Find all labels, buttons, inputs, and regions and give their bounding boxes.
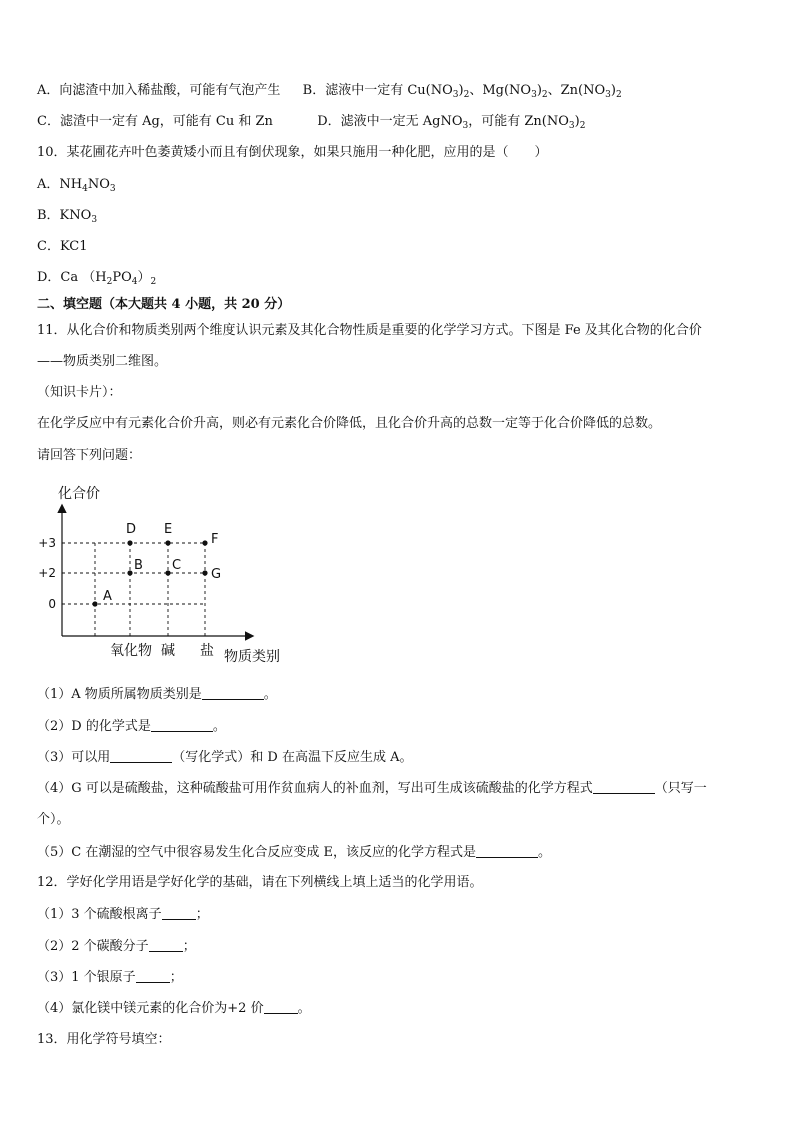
point-label: D [126, 522, 137, 537]
q11-prompt: 请回答下列问题： [37, 448, 142, 463]
x-categories [110, 642, 214, 659]
q10-option-c: C．KC1 [37, 239, 88, 254]
answer-blank[interactable] [149, 937, 183, 952]
q11-stem-line2: ——物质类别二维图。 [37, 354, 168, 369]
data-point [127, 540, 132, 545]
x-axis-label: 物质类别 [224, 649, 280, 665]
q11-sub1: （1）A 物质所属物质类别是 。 [37, 687, 277, 702]
q12-stem: 12．学好化学用语是学好化学的基础，请在下列横线上填上适当的化学用语。 [37, 875, 483, 890]
q10-option-b: B．$KNO_3$ [37, 208, 98, 225]
answer-blank[interactable] [476, 843, 538, 858]
data-point [165, 540, 170, 545]
answer-blank[interactable] [110, 748, 172, 763]
q11-sub4-line2: 个）。 [37, 812, 70, 827]
grid [62, 543, 205, 636]
point-label: C [172, 558, 182, 573]
point-label: E [164, 522, 173, 537]
y-ticks [38, 536, 56, 611]
q9-option-d: D．滤液中一定无 AgNO$_3$，可能有 $Zn(NO_3)_2$ [317, 114, 586, 131]
q12-item3: （3）1 个银原子 ； [37, 970, 183, 985]
data-point [92, 601, 97, 606]
q9-options-ab [37, 82, 622, 104]
answer-blank[interactable] [202, 685, 264, 700]
data-point [165, 570, 170, 575]
q9-option-c: C．滤渣中一定有 Ag，可能有 Cu 和 Zn [37, 114, 273, 129]
y-tick-label: +3 [38, 536, 56, 550]
answer-blank[interactable] [264, 999, 298, 1014]
point-label: G [211, 567, 222, 582]
q10-option-a: A．$NH_4NO_3$ [37, 177, 116, 194]
point-label: A [103, 589, 112, 604]
data-point [202, 540, 207, 545]
point-label: B [134, 558, 143, 573]
q10-stem: 10．某花圃花卉叶色萎黄矮小而且有倒伏现象，如果只施用一种化肥，应用的是（ ） [37, 145, 548, 160]
q13-stem: 13．用化学符号填空： [37, 1032, 171, 1047]
section-heading: 二、填空题（本大题共 4 小题，共 20 分） [37, 297, 291, 312]
q11-sub5: （5）C 在潮湿的空气中很容易发生化合反应变成 E，该反应的化学方程式是 。 [37, 845, 551, 860]
q9-options-cd [37, 113, 585, 135]
q12-item2: （2）2 个碳酸分子 ； [37, 939, 196, 954]
q11-card-title: （知识卡片）： [37, 385, 122, 400]
x-category-label: 碱 [161, 643, 175, 659]
answer-blank[interactable] [593, 779, 655, 794]
q12-item1: （1）3 个硫酸根离子 ； [37, 907, 209, 922]
q9-option-a: A．向滤渣中加入稀盐酸，可能有气泡产生 [37, 83, 281, 98]
q11-stem-line1: 11．从化合价和物质类别两个维度认识元素及其化合物性质是重要的化学学习方式。下图是 Fe 及其化合物的化合价 [37, 323, 702, 338]
q11-sub3: （3）可以用 （写化学式）和 D 在高温下反应生成 A。 [37, 750, 413, 765]
y-axis-label: 化合价 [58, 486, 100, 502]
answer-blank[interactable] [136, 968, 170, 983]
q12-item4: （4）氯化镁中镁元素的化合价为+2 价 。 [37, 1001, 311, 1016]
data-point [127, 570, 132, 575]
point-label: F [211, 532, 219, 547]
points [92, 522, 221, 607]
data-point [202, 570, 207, 575]
q11-card-text: 在化学反应中有元素化合价升高，则必有元素化合价降低，且化合价升高的总数一定等于化合价降低的总数。 [37, 416, 662, 431]
q11-sub2: （2）D 的化学式是 。 [37, 719, 226, 734]
q11-sub4: （4）G 可以是硫酸盐，这种硫酸盐可用作贫血病人的补血剂，写出可生成该硫酸盐的化学方程式 （只写一 [37, 781, 707, 796]
x-category-label: 盐 [200, 643, 214, 659]
y-tick-label: +2 [38, 566, 56, 580]
y-tick-label: 0 [48, 597, 56, 611]
q9-option-b: B．滤液中一定有 $Cu(NO_3)_2$、$Mg(NO_3)_2$、$Zn(NO_3)_2$ [302, 83, 622, 100]
q10-option-d: D．Ca $(H_2PO_4)_2$ [37, 270, 157, 287]
x-category-label: 氧化物 [110, 643, 152, 659]
valence-chart [30, 478, 300, 668]
answer-blank[interactable] [162, 905, 196, 920]
answer-blank[interactable] [151, 717, 213, 732]
